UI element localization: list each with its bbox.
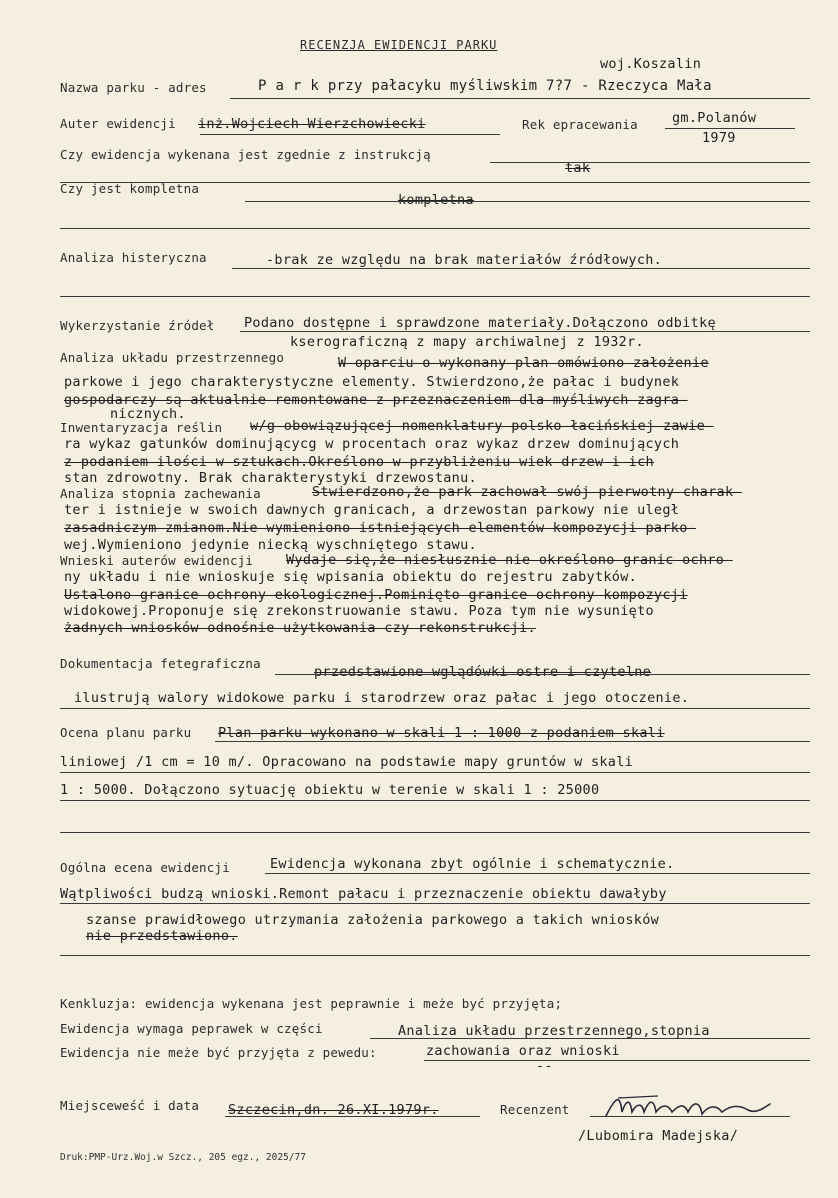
author-label: Auter ewidencji (60, 116, 176, 131)
plan-value-2: liniowej /1 cm = 10 m/. Opracowano na podstawie mapy gruntów w skali (60, 754, 634, 770)
photo-value-2: ilustrują walory widokowe parku i starodrzew oraz pałac i jego otoczenie. (74, 690, 690, 706)
conclusion-line-3-label: Ewidencja nie meże być przyjęta z pewedu: (60, 1045, 377, 1060)
sources-label: Wykerzystanie źródeł (60, 318, 215, 333)
preservation-value-3: zasadniczym zmianom.Nie wymieniono istniejących elementów kompozycji parko- (64, 520, 697, 536)
conclusions-value-5: żadnych wniosków odnośnie użytkowania czy rekonstrukcji. (64, 620, 536, 636)
reviewer-signature (598, 1090, 778, 1124)
divider (665, 128, 795, 129)
divider (370, 1038, 810, 1039)
historical-label: Analiza histeryczna (60, 250, 207, 265)
divider (60, 832, 810, 833)
print-info: Druk:PMP-Urz.Woj.w Szcz., 205 egz., 2025/77 (60, 1152, 306, 1163)
divider (60, 708, 810, 709)
park-name-label: Nazwa parku - adres (60, 80, 207, 95)
historical-value: -brak ze względu na brak materiałów źródłowych. (266, 252, 663, 268)
conclusions-value-1: Wydaje się,że niesłusznie nie określono granic ochro- (286, 552, 733, 568)
year-label: Rek epracewania (522, 117, 638, 132)
divider (60, 903, 810, 904)
reviewer-name: /Lubomira Madejska/ (578, 1128, 739, 1144)
instruction-value: tak (565, 160, 591, 176)
general-value-2: Wątpliwości budzą wnioski.Remont pałacu i przeznaczenie obiektu dawałyby (60, 886, 667, 902)
general-label: Ogólna ecena ewidencji (60, 860, 230, 875)
gmina-value: gm.Polanów (672, 110, 757, 126)
divider (215, 741, 810, 742)
divider (60, 296, 810, 297)
conclusions-value-4: widokowej.Proponuje się zrekonstruowanie stawu. Poza tym nie wysunięto (64, 603, 654, 619)
conclusion-line-3-value: zachowania oraz wnioski (426, 1043, 620, 1059)
instruction-label: Czy ewidencja wykenana jest zgednie z instrukcją (60, 147, 431, 162)
divider (60, 800, 810, 801)
divider (230, 98, 810, 99)
sources-value-1: Podano dostępne i sprawdzone materiały.Dołączono odbitkę (244, 315, 716, 331)
conclusions-label: Wnieski auterów ewidencji (60, 553, 254, 568)
year-value: 1979 (702, 130, 736, 146)
divider (200, 134, 500, 135)
complete-label: Czy jest kompletna (60, 181, 200, 196)
conclusion-mark: -- (536, 1058, 553, 1074)
divider (60, 772, 810, 773)
divider (245, 201, 810, 202)
voivodeship: woj.Koszalin (600, 56, 702, 72)
conclusion-line-2-label: Ewidencja wymaga peprawek w części (60, 1021, 323, 1036)
divider (240, 331, 810, 332)
photo-value-1: przedstawione wglądówki ostre i czytelne (314, 664, 652, 680)
divider (490, 162, 810, 163)
plants-value-2: ra wykaz gatunków dominującycg w procentach oraz wykaz drzew dominujących (64, 436, 680, 452)
photo-label: Dokumentacja fetegraficzna (60, 656, 261, 671)
preservation-label: Analiza stopnia zachewania (60, 486, 261, 501)
divider (275, 674, 810, 675)
plan-label: Ocena planu parku (60, 725, 192, 740)
author-value: inż.Wojciech Wierzchowiecki (198, 116, 426, 132)
spatial-label: Analiza układu przestrzennego (60, 350, 285, 365)
plan-value-1: Plan parku wykonano w skali 1 : 1000 z podaniem skali (218, 725, 665, 741)
plants-label: Inwentaryzacja reślin (60, 420, 223, 435)
conclusion-line-1: Kenkluzja: ewidencja wykenana jest peprawnie i meże być przyjęta; (60, 996, 563, 1011)
divider (265, 873, 810, 874)
conclusions-value-2: ny układu i nie wnioskuje się wpisania obiektu do rejestru zabytków. (64, 569, 638, 585)
general-value-3: szanse prawidłowego utrzymania założenia parkowego a takich wniosków (86, 912, 660, 928)
spatial-value-1: W oparciu o wykonany plan omówiono założenie (338, 355, 709, 371)
plants-value-4: stan zdrowotny. Brak charakterystyki drzewostanu. (64, 470, 477, 486)
preservation-value-1: Stwierdzono,że park zachował swój pierwotny charak- (312, 484, 742, 500)
general-value-1: Ewidencja wykonana zbyt ogólnie i schematycznie. (270, 856, 675, 872)
place-label: Miejsceweść i data (60, 1098, 200, 1113)
divider (60, 955, 810, 956)
sources-value-2: kserograficzną z mapy archiwalnej z 1932r. (290, 334, 644, 350)
park-name-value: P a r k przy pałacyku myśliwskim 7?7 - Rzeczyca Mała (258, 78, 712, 94)
place-value: Szczecin,dn. 26.XI.1979r. (228, 1102, 439, 1118)
divider (60, 228, 810, 229)
plan-value-3: 1 : 5000. Dołączono sytuację obiektu w terenie w skali 1 : 25000 (60, 782, 600, 798)
general-value-4: nie przedstawiono. (86, 928, 238, 944)
complete-value: kompletna (398, 192, 474, 208)
divider (424, 1060, 810, 1061)
conclusions-value-3: Ustalono granice ochrony ekologicznej.Pominięto granice ochrony kompozycji (64, 587, 688, 603)
divider (232, 268, 810, 269)
preservation-value-4: wej.Wymieniono jedynie niecką wyschniętego stawu. (64, 537, 477, 553)
spatial-value-4: nicznych. (110, 406, 186, 422)
reviewer-label: Recenzent (500, 1102, 570, 1117)
conclusion-line-2-value: Analiza układu przestrzennego,stopnia (398, 1023, 710, 1039)
divider (225, 1116, 480, 1117)
preservation-value-2: ter i istnieje w swoich dawnych granicach, a drzewostan parkowy nie uległ (64, 502, 680, 518)
form-title: RECENZJA EWIDENCJI PARKU (300, 38, 498, 52)
spatial-value-2: parkowe i jego charakterystyczne elementy. Stwierdzono,że pałac i budynek (64, 374, 680, 390)
plants-value-3: z podaniem ilości w sztukach.Określono w przybliżeniu wiek drzew i ich (64, 454, 654, 470)
plants-value-1: w/g obowiązującej nomenklatury polsko-łacińskiej zawie- (250, 418, 714, 434)
spatial-value-3: gospodarczy są aktualnie remontowane z przeznaczeniem dla myśliwych zagra- (64, 392, 688, 408)
